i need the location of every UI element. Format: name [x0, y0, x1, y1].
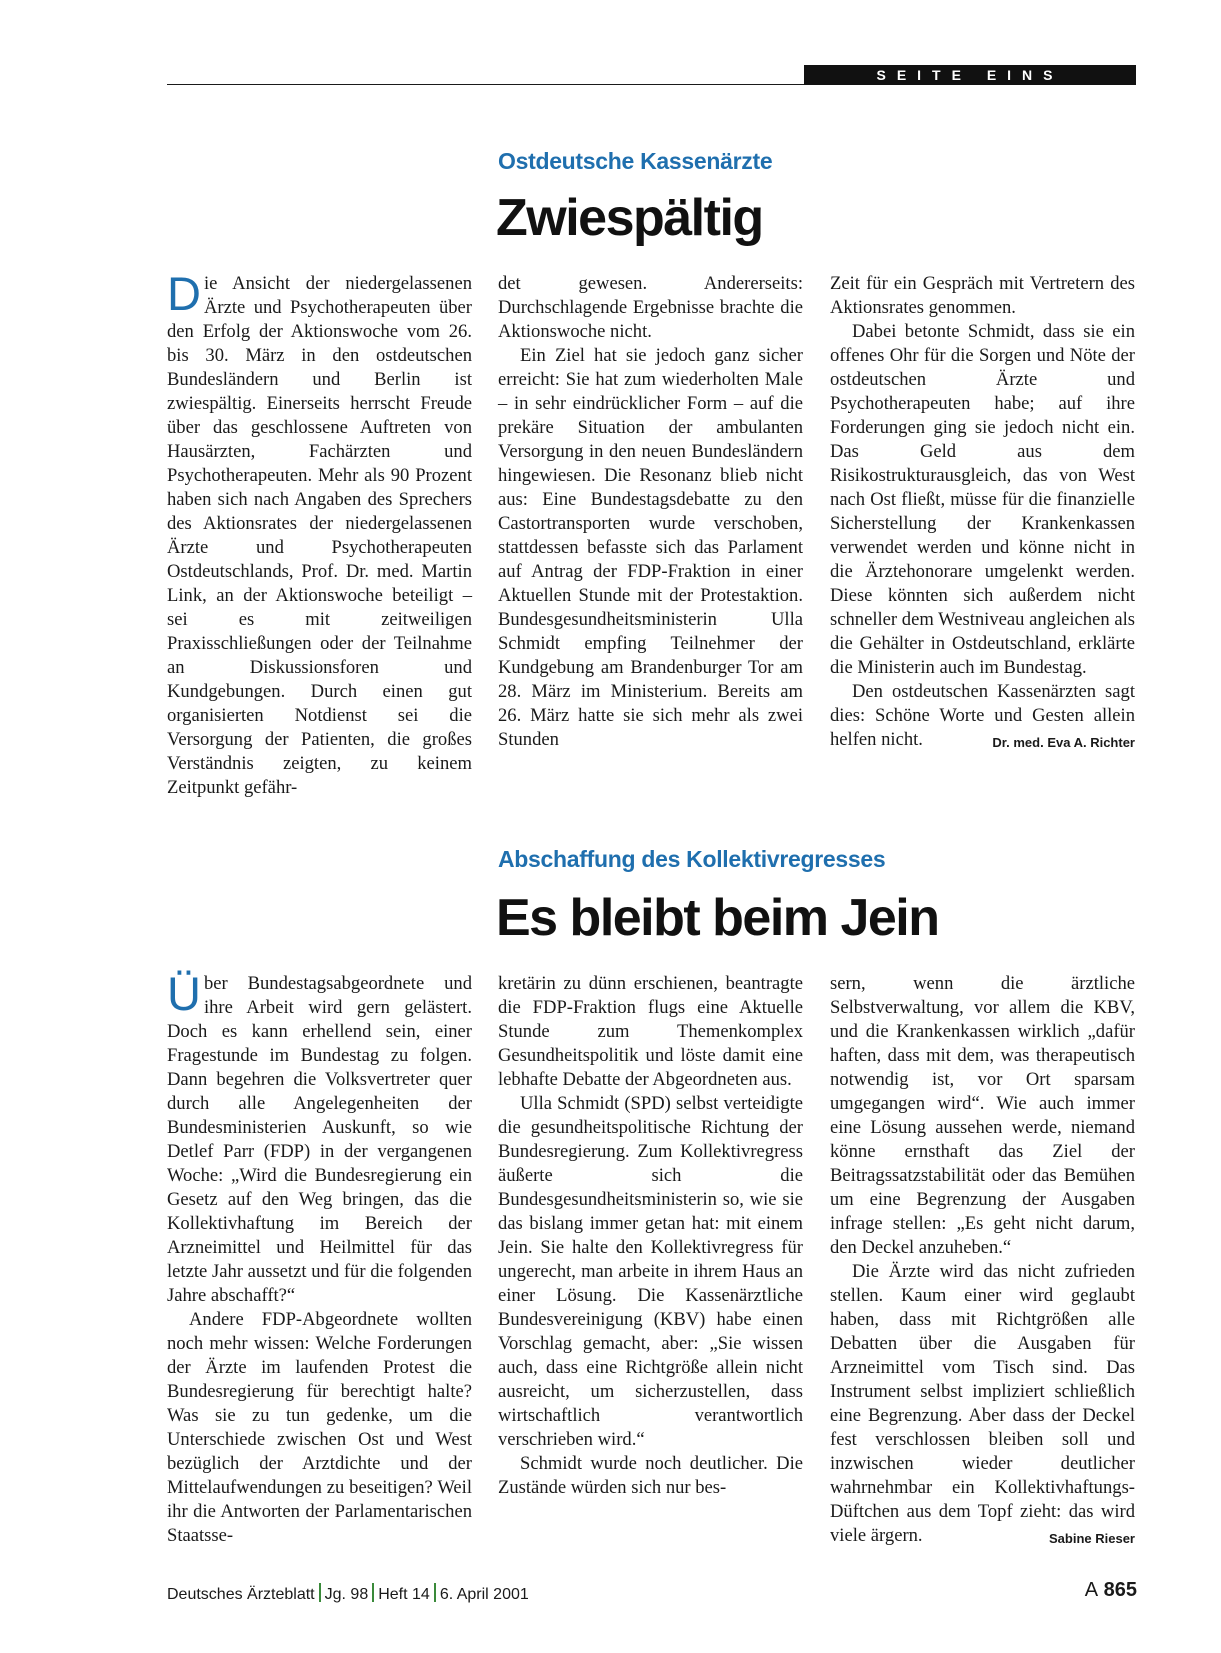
author-byline: Dr. med. Eva A. Richter — [992, 735, 1135, 750]
paragraph: Zeit für ein Gespräch mit Vertretern des Aktionsrates genommen. — [830, 273, 1135, 318]
article-column — [167, 967, 472, 1548]
paragraph: Die Ansicht der niedergelassenen Ärzte und Psychotherapeuten über den Erfolg der Aktionswoche vom 26. bis 30. März in den ostdeutschen Bundesländern und Berlin ist zwiespältig. Einerseits herrscht Freude über das geschlossene Auftreten von Hausärzten, Fachärzten und Psychotherapeuten. Mehr als 90 Prozent haben sich nach Angaben des Sprechers des Aktionsrates der niedergelassenen Ärzte und Psychotherapeuten Ostdeutschlands, Prof. Dr. med. Martin Link, an der Aktionswoche beteiligt – sei es mit zeitweiligen Praxisschließungen oder der Teilnahme an Diskussionsforen und Kundgebungen. Durch einen gut organisierten Notdienst sei die Versorgung der Patienten, die großes Verständnis zeigten, zu keinem Zeitpunkt gefähr- — [167, 267, 472, 798]
issue: Heft 14 — [378, 1586, 430, 1603]
page-number-value: 865 — [1103, 1579, 1137, 1601]
dropcap: Ü — [167, 967, 201, 1020]
article-column — [498, 272, 803, 752]
journal-name: Deutsches Ärzteblatt — [167, 1586, 315, 1603]
paragraph: Den ostdeutschen Kassenärzten sagt dies: Schöne Worte und Gesten allein helfen nicht. Dr. med. Eva A. Richter — [830, 680, 1135, 752]
article-kicker: Ostdeutsche Kassenärzte — [498, 148, 773, 174]
footer-citation — [167, 1583, 529, 1604]
issue-date: 6. April 2001 — [439, 1586, 529, 1603]
paragraph: Ulla Schmidt (SPD) selbst verteidigte die gesundheitspolitische Richtung der Bundesregierung. Zum Kollektivregress äußerte sich die Bundesgesundheitsministerin so, wie sie das bislang immer getan hat: mit einem Jein. Sie halte den Kollektivregress für ungerecht, man arbeite in ihrem Haus an einer Lösung. Die Kassenärztliche Bundesvereinigung (KBV) habe einen Vorschlag gemacht, aber: „Sie wissen auch, dass eine Richtgröße allein nicht ausreicht, um sicherzustellen, dass wirtschaftlich verantwortlich verschrieben wird.“ — [498, 1093, 803, 1450]
article-headline: Zwiespältig — [496, 189, 763, 247]
article-column — [167, 267, 472, 800]
paragraph: kretärin zu dünn erschienen, beantragte die FDP-Fraktion flugs eine Aktuelle Stunde zum Themenkomplex Gesundheitspolitik und löste damit eine lebhafte Debatte der Abgeordneten aus. — [498, 973, 803, 1090]
paragraph: Dabei betonte Schmidt, dass sie ein offenes Ohr für die Sorgen und Nöte der ostdeutschen Ärzte und Psychotherapeuten habe; auf ihre Forderungen ging sie jedoch nicht ein. Das Geld aus dem Risikostrukturausgleich, das von West nach Ost fließt, müsse für die finanzielle Sicherstellung der Krankenkassen verwendet werden und könne nicht in die Ärztehonorare umgelenkt werden. Diese könnten sich außerdem nicht schneller dem Westniveau angleichen als die Gehälter in Ostdeutschland, erklärte die Ministerin auch im Bundestag. — [830, 321, 1135, 678]
article-kicker: Abschaffung des Kollektivregresses — [498, 846, 886, 872]
dropcap: D — [167, 267, 201, 320]
page-prefix: A — [1084, 1579, 1099, 1601]
article-column — [830, 272, 1135, 755]
footer-separator — [372, 1583, 374, 1602]
page-number — [1085, 1579, 1137, 1602]
footer-separator — [319, 1583, 321, 1602]
page-footer — [167, 1579, 1137, 1605]
article-column — [498, 972, 803, 1500]
paragraph: Ein Ziel hat sie jedoch ganz sicher erreicht: Sie hat zum wiederholten Male – in sehr eindrücklicher Form – auf die prekäre Situation der ambulanten Versorgung in den neuen Bundesländern hingewiesen. Die Resonanz blieb nicht aus: Eine Bundestagsdebatte zu den Castortransporten wurde verschoben, stattdessen befasste sich das Parlament auf Antrag der FDP-Fraktion in einer Aktuellen Stunde mit der Protestaktion. Bundesgesundheitsministerin Ulla Schmidt empfing Teilnehmer der Kundgebung am Brandenburger Tor am 28. März im Ministerium. Bereits am 26. März hatte sie sich mehr als zwei Stunden — [498, 345, 803, 750]
volume: Jg. 98 — [324, 1586, 369, 1603]
paragraph: Schmidt wurde noch deutlicher. Die Zustände würden sich nur bes- — [498, 1453, 803, 1498]
article-headline: Es bleibt beim Jein — [496, 889, 939, 947]
paragraph: det gewesen. Andererseits: Durchschlagende Ergebnisse brachte die Aktionswoche nicht. — [498, 273, 803, 342]
author-byline: Sabine Rieser — [1049, 1531, 1135, 1546]
header-rule — [167, 84, 804, 85]
paragraph: Die Ärzte wird das nicht zufrieden stellen. Kaum einer wird geglaubt haben, dass mit Richtgrößen alle Debatten über die Ausgaben für Arzneimittel vom Tisch sind. Das Instrument selbst impliziert schließlich eine Begrenzung. Aber dass der Deckel fest verschlossen bleiben soll und inzwischen wieder deutlicher wahrnehmbar ein Kollektivhaftungs-Düftchen aus dem Topf zieht: das wird viele ärgern. Sabine Rieser — [830, 1260, 1135, 1548]
paragraph: Über Bundestagsabgeordnete und ihre Arbeit wird gern gelästert. Doch es kann erhellend sein, einer Fragestunde im Bundestag zu folgen. Dann begehren die Volksvertreter quer durch alle Angelegenheiten der Bundesministerien Auskunft, so wie Detlef Parr (FDP) in der vergangenen Woche: „Wird die Bundesregierung ein Gesetz auf den Weg bringen, das die Kollektivhaftung im Bereich der Arzneimittel und Heilmittel für das letzte Jahr aussetzt und für die folgenden Jahre abschafft?“ — [167, 967, 472, 1306]
paragraph: sern, wenn die ärztliche Selbstverwaltung, vor allem die KBV, und die Krankenkassen wirklich „dafür haften, dass mit dem, was therapeutisch notwendig ist, vor Ort sparsam umgegangen wird“. Wie auch immer eine Lösung aussehen werde, niemand könne ernsthaft das Ziel der Beitragssatzstabilität oder das Bemühen um eine Begrenzung der Ausgaben infrage stellen: „Es geht nicht darum, den Deckel anzuheben.“ — [830, 973, 1135, 1258]
article-column — [830, 972, 1135, 1551]
footer-separator — [434, 1583, 436, 1602]
paragraph: Andere FDP-Abgeordnete wollten noch mehr wissen: Welche Forderungen der Ärzte im laufenden Protest die Bundesregierung für berechtigt halte? Was sie zu tun gedenke, um die Unterschiede zwischen Ost und West bezüglich der Arztdichte und der Mittelaufwendungen zu beseitigen? Weil ihr die Antworten der Parlamentarischen Staatsse- — [167, 1309, 472, 1546]
section-tag: SEITE EINS — [804, 65, 1136, 85]
